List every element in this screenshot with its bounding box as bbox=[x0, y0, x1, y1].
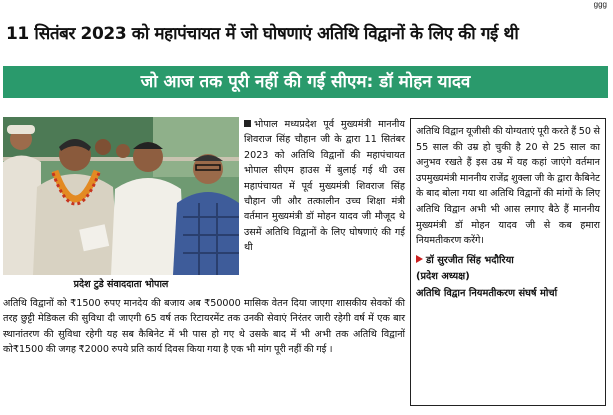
headline: 11 सितंबर 2023 को महापंचायत में जो घोषणाएं अतिथि विद्वानों के लिए की गई थी bbox=[6, 24, 519, 44]
subhead-text: जो आज तक पूरी नहीं की गई सीएम: डॉ मोहन यादव bbox=[140, 72, 471, 92]
article-body-column bbox=[244, 117, 405, 256]
subhead-banner bbox=[3, 66, 608, 98]
flag-icon bbox=[416, 255, 423, 263]
signatory-role: (प्रदेश अध्यक्ष) bbox=[416, 270, 470, 282]
photo-caption: प्रदेश टुडे संवाददाता भोपाल bbox=[73, 279, 169, 290]
signatory-name-text: डॉ सुरजीत सिंह भदौरिया bbox=[426, 254, 514, 266]
article-body-text: भोपाल मध्यप्रदेश पूर्व मुख्यमंत्री माननीय शिवराज सिंह चौहान जी के द्वारा 11 सितंबर 2023 को अतिथि विद्वानों की महापंचायत भोपाल सीएम हाउस में बुलाई गई थी उस महापंचायत में पूर्व मुख्यमंत्री शिवराज सिंह चौहान जी और तत्कालीन उच्च शिक्षा मंत्री वर्तमान मुख्यमंत्री डॉ मोहन यादव जी मौजूद थे उसमें अतिथि विद्वानों के लिए घोषणाएं की गई थी bbox=[244, 119, 405, 254]
signatory-name bbox=[416, 253, 600, 269]
article-bottom-paragraph: अतिथि विद्वानों को ₹1500 रुपए मानदेय की बजाय अब ₹50000 मासिक वेतन दिया जाएगा शासकीय सेवकों की तरह छुट्टी मेडिकल की सुविधा दी जाएगी 65 वर्ष तक रिटायरमेंट तक उनकी सेवाएं निरंतर जारी रहेगी वर्ष में एक बार स्थानांतरण की सुविधा रहेगी यह सब कैबिनेट में भी पास हो गए थे उसके बाद में भी अभी तक अतिथि विद्वानों को₹1500 की जगह ₹2000 रुपये प्रति कार्य दिवस किया गया है एक भी मांग पूरी नहीं की गई । bbox=[3, 298, 405, 356]
news-photo bbox=[3, 117, 239, 275]
signatory-organization: अतिथि विद्वान नियमतीकरण संघर्ष मोर्चा bbox=[416, 287, 558, 299]
statement-text: अतिथि विद्वान यूजीसी की योग्यताएं पूरी करते हैं 50 से 55 साल की उम्र हो चुकी है 20 से 25 साल का अनुभव रखते हैं इस उम्र में यह कहां जाएंगे वर्तमान उपमुख्यमंत्री माननीय राजेंद्र शुक्ला जी के द्वारा कैबिनेट के बाद बोला गया था अतिथि विद्वानों की मांगों के लिए अतिथि विद्वान अभी भी आस लगाए बैठे हैं माननीय मुख्यमंत्री डॉ मोहन यादव जी से कब हमारा नियमतीकरण करेंगे। bbox=[416, 126, 600, 247]
statement-box bbox=[410, 118, 606, 406]
corner-mark: ggg bbox=[593, 0, 607, 9]
bullet-square-icon bbox=[244, 120, 251, 127]
